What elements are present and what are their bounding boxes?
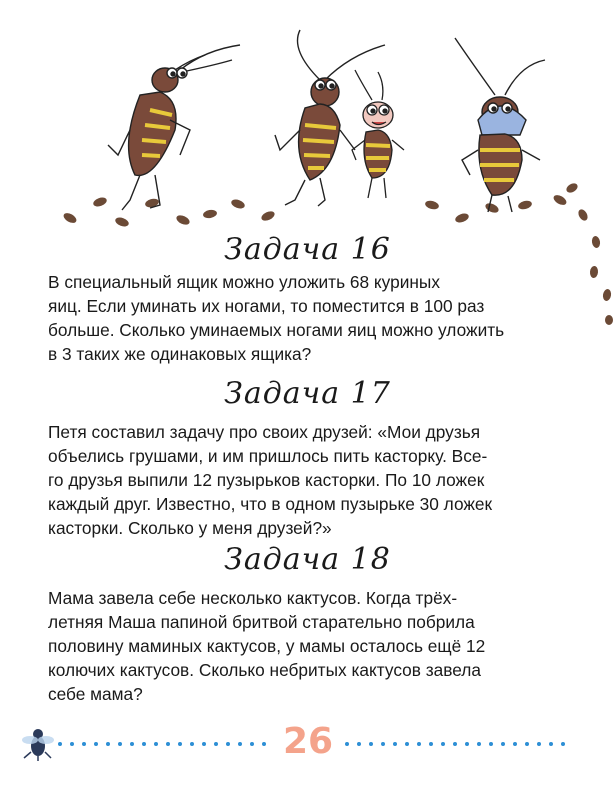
task-18-line: половину маминых кактусов, у мамы осталось ещё 12	[48, 636, 486, 656]
task-17-line: объелись грушами, и им пришлось пить касторку. Все-	[48, 446, 488, 466]
task-16-line: больше. Сколько уминаемых ногами яиц можно уложить	[48, 320, 505, 340]
dotted-rule-left	[58, 742, 274, 746]
cockroach-small	[352, 70, 404, 198]
task-17-line: Петя составил задачу про своих друзей: «Мои друзья	[48, 422, 481, 442]
task-17-line: каждый друг. Известно, что в одном пузырьке 30 ложек	[48, 494, 493, 514]
page-number: 26	[282, 721, 334, 762]
task-17-text	[48, 420, 566, 540]
task-17-line: го друзья выпили 12 пузырьков касторки. По 10 ложек	[48, 470, 485, 490]
dotted-rule-right	[345, 742, 573, 746]
task-17-title: Задача 17	[224, 376, 391, 411]
cockroach-left	[108, 45, 240, 210]
task-16-line: яиц. Если уминать их ногами, то поместится в 100 раз	[48, 296, 485, 316]
task-18-text	[48, 586, 566, 706]
cockroach-right	[455, 38, 545, 212]
task-18-title: Задача 18	[224, 542, 391, 577]
task-18-line: летняя Маша папиной бритвой старательно побрила	[48, 612, 475, 632]
task-18-line: себе мама?	[48, 684, 143, 704]
task-18-line: колючих кактусов. Сколько небритых кактусов завела	[48, 660, 482, 680]
task-16-text	[48, 270, 566, 366]
task-18-line: Мама завела себе несколько кактусов. Когда трёх-	[48, 588, 458, 608]
task-16-line: в 3 таких же одинаковых ящика?	[48, 344, 312, 364]
task-16-line: В специальный ящик можно уложить 68 куриных	[48, 272, 440, 292]
task-16-title: Задача 16	[224, 232, 391, 267]
fly-icon	[16, 722, 56, 762]
task-17-line: касторки. Сколько у меня друзей?»	[48, 518, 332, 538]
